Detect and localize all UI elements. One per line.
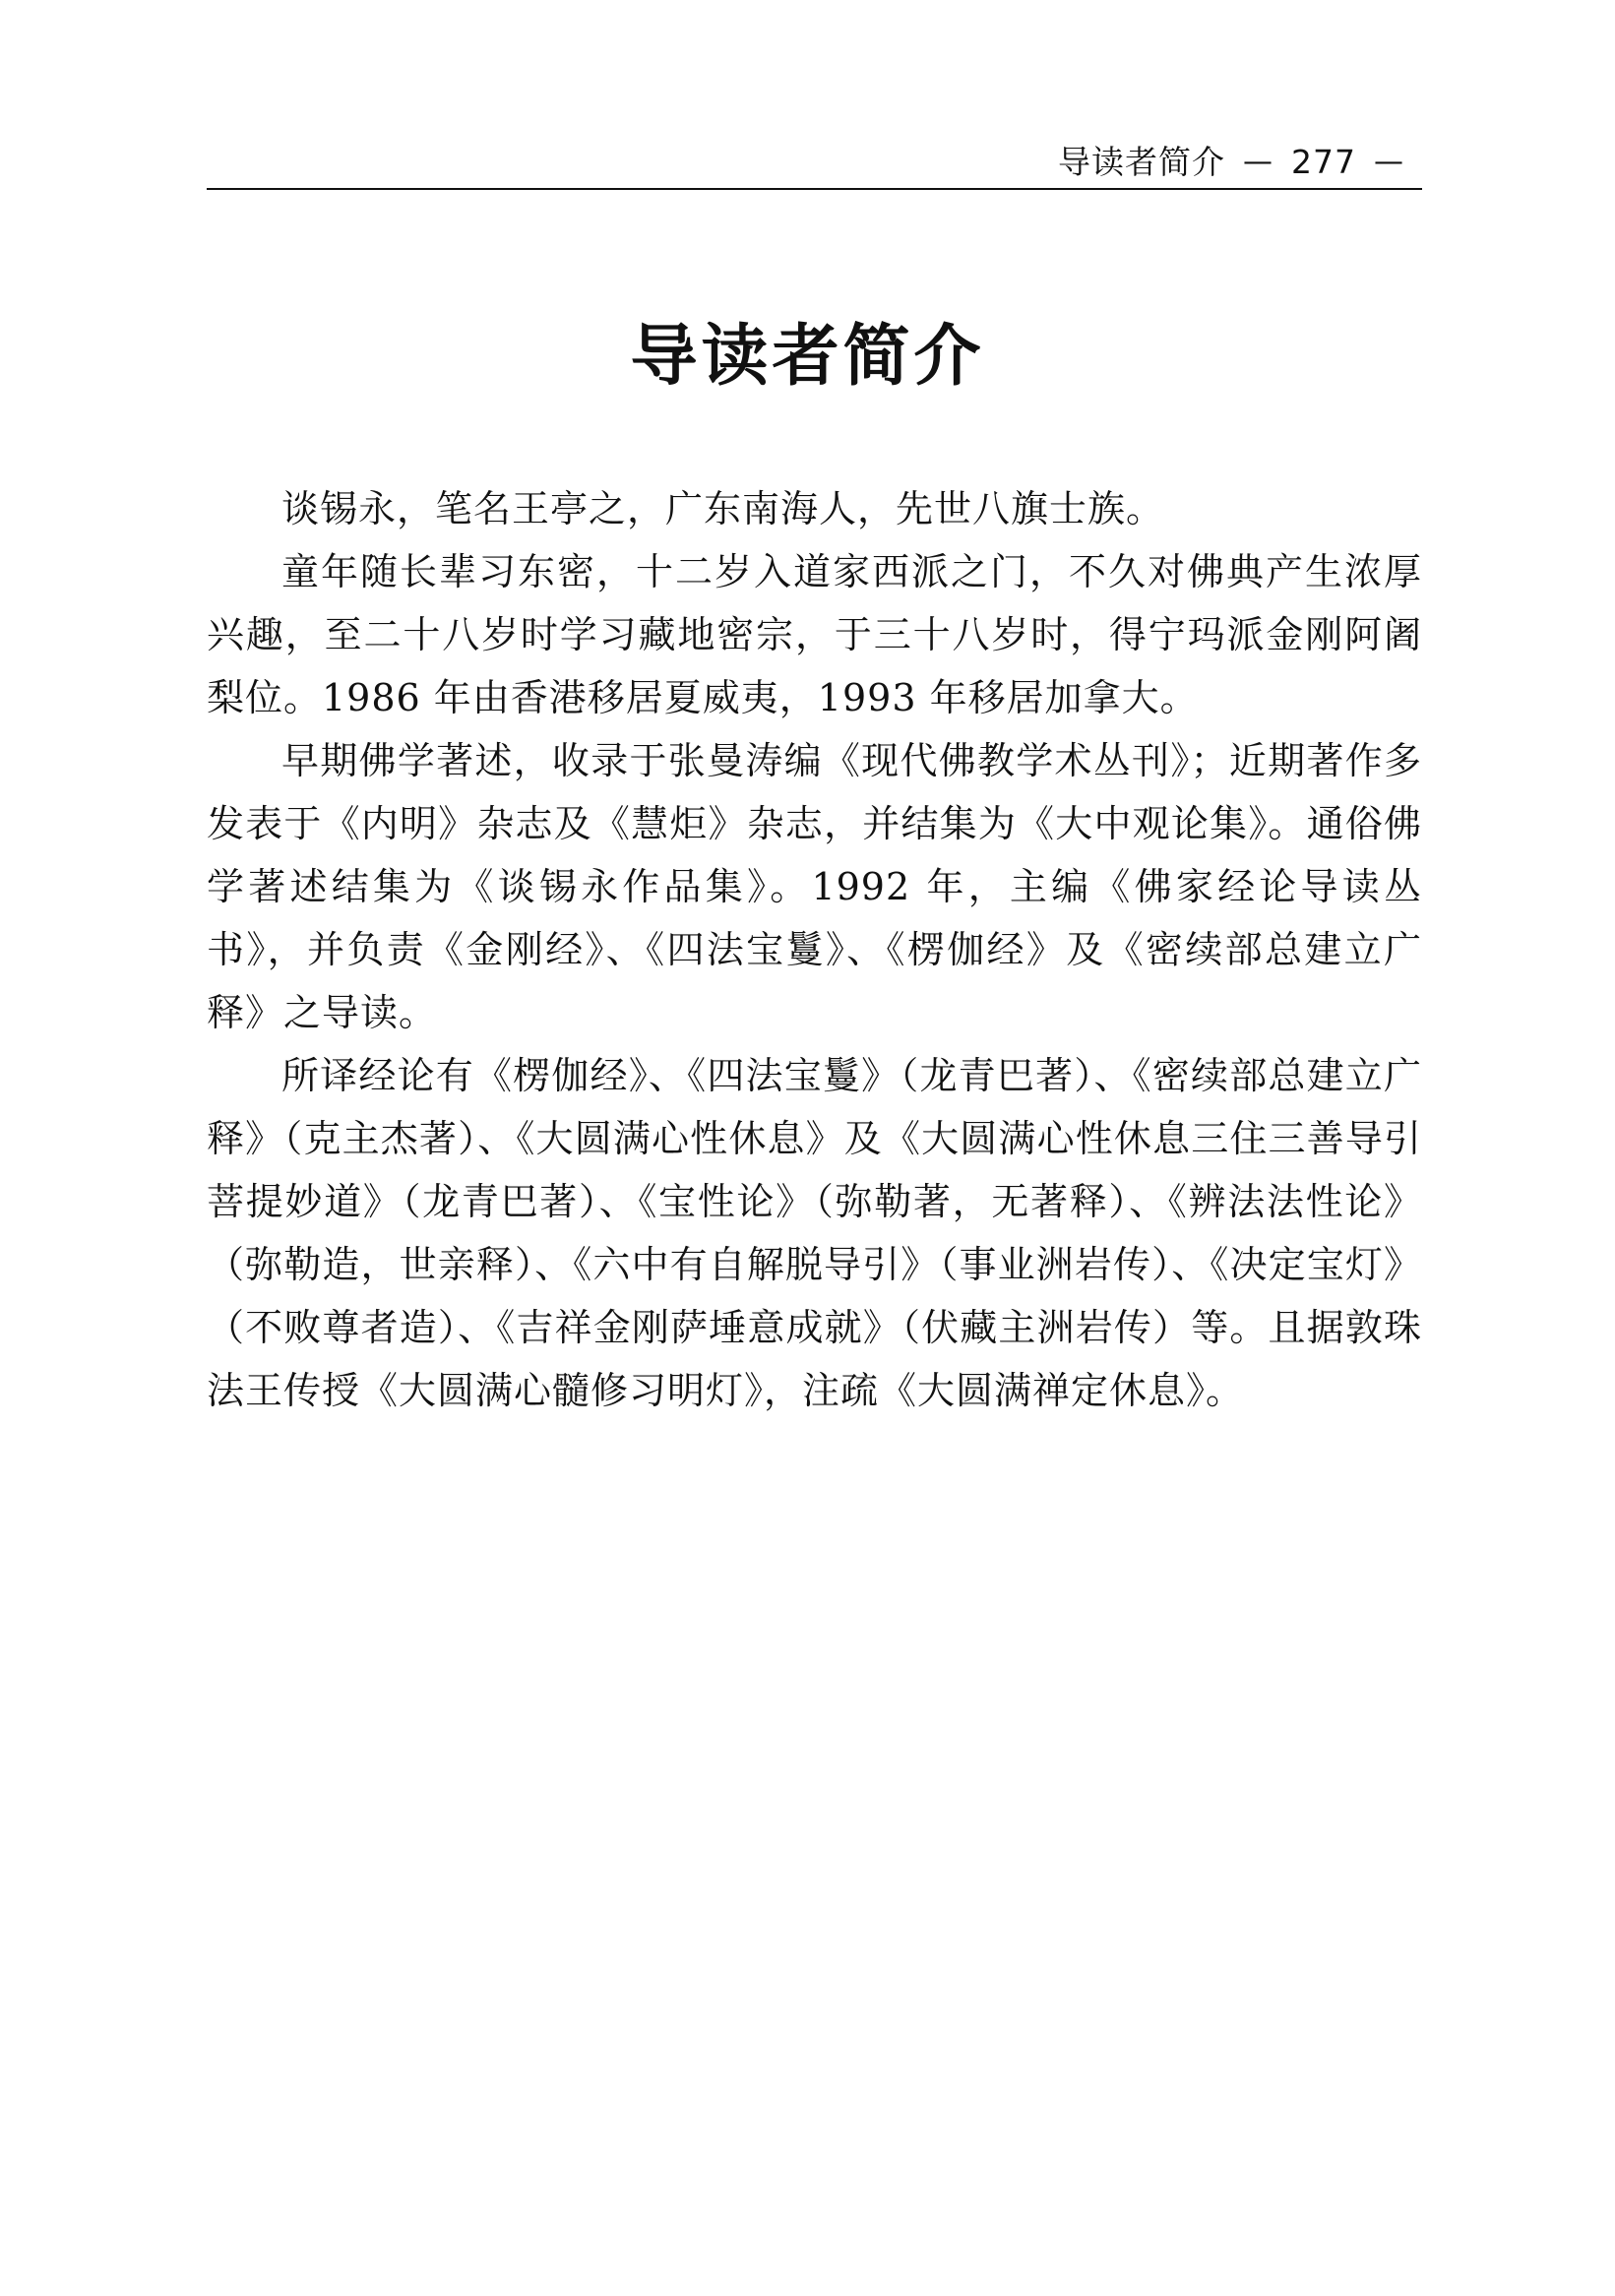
paragraph-background: 童年随长辈习东密，十二岁入道家西派之门，不久对佛典产生浓厚兴趣，至二十八岁时学习藏地密宗，于三十八岁时，得宁玛派金刚阿阇梨位。1986 年由香港移居夏威夷，1993 年移居加拿大。: [207, 550, 1422, 719]
header-dash-right: —: [1374, 145, 1404, 179]
header-dash-left: —: [1243, 145, 1273, 179]
page-number: 277: [1291, 143, 1356, 181]
running-header-text: [1058, 143, 1422, 182]
body-text: [207, 477, 1422, 1422]
paragraph-writings: 早期佛学著述，收录于张曼涛编《现代佛教学术丛刊》；近期著作多发表于《内明》杂志及《慧炬》杂志，并结集为《大中观论集》。通俗佛学著述结集为《谈锡永作品集》。1992 年，主编《佛家经论导读丛书》，并负责《金刚经》、《四法宝鬘》、《楞伽经》及《密续部总建立广释》之导读。: [207, 739, 1422, 1034]
running-header: [207, 143, 1422, 190]
paragraph-intro: 谈锡永，笔名王亭之，广东南海人，先世八旗士族。: [281, 487, 1165, 530]
paragraph-translations: 所译经论有《楞伽经》、《四法宝鬘》（龙青巴著）、《密续部总建立广释》（克主杰著）、《大圆满心性休息》及《大圆满心性休息三住三善导引菩提妙道》（龙青巴著）、《宝性论》（弥勒著，无著释）、《辨法法性论》（弥勒造，世亲释）、《六中有自解脱导引》（事业洲岩传）、《决定宝灯》（不败尊者造）、《吉祥金刚萨埵意成就》（伏藏主洲岩传）等。且据敦珠法王传授《大圆满心髓修习明灯》，注疏《大圆满禅定休息》。: [207, 1054, 1422, 1412]
header-section-title: 导读者简介: [1058, 143, 1225, 181]
page-title: 导读者简介: [630, 318, 985, 396]
